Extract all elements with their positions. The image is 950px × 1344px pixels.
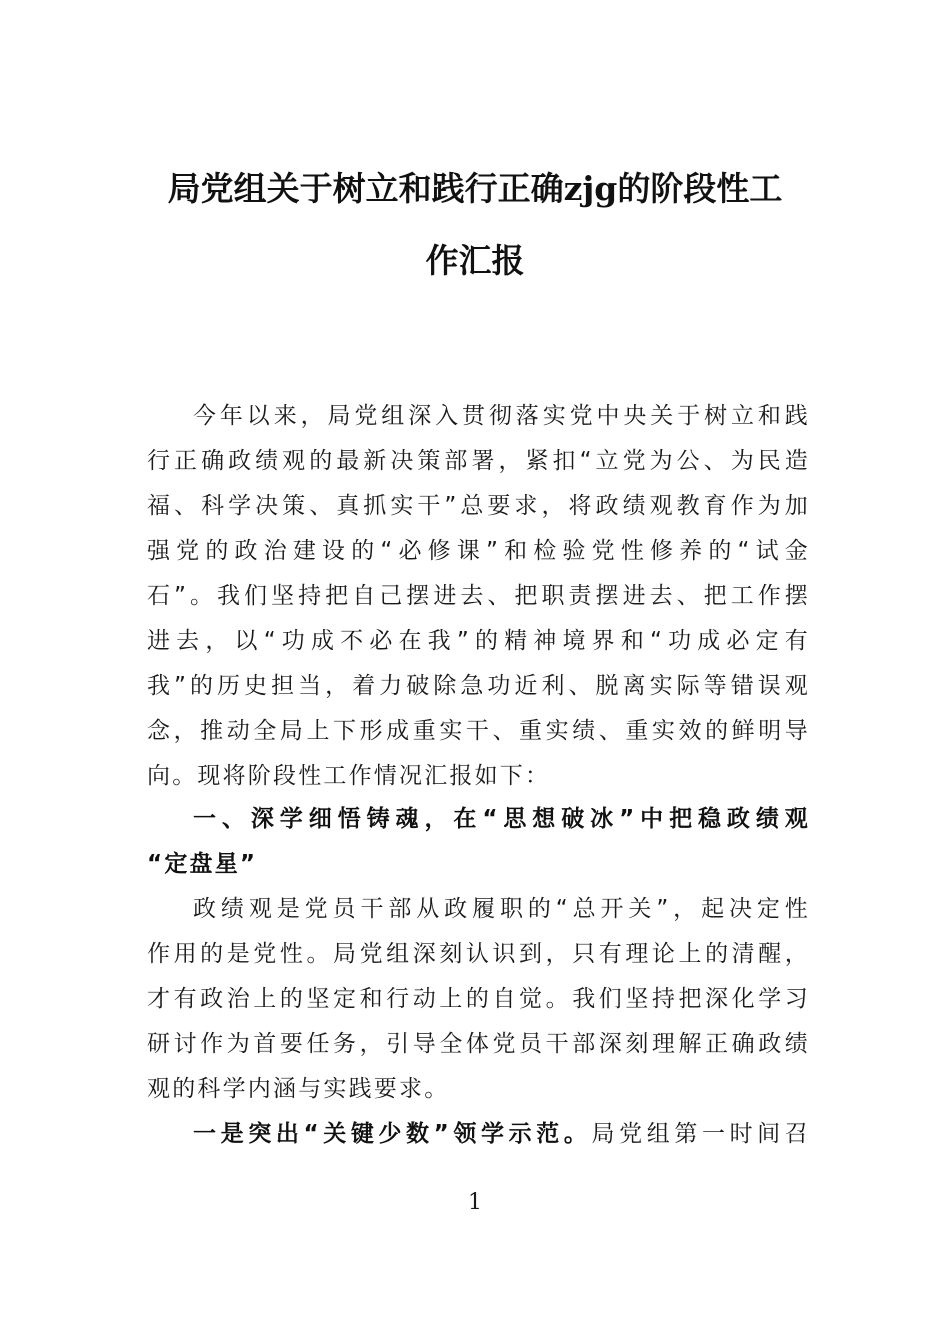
intro-line-7: 我”的历史担当，着力破除急功近利、脱离实际等错误观 [147, 673, 810, 699]
point-1-line-1 [147, 1112, 810, 1157]
intro-line-5: 石”。我们坚持把自己摆进去、把职责摆进去、把工作摆 [147, 583, 810, 609]
intro-line-4: 强党的政治建设的“必修课”和检验党性修养的“试金 [147, 538, 810, 564]
intro-paragraph [147, 394, 810, 799]
document-title-line-1: 局党组关于树立和践行正确zjg的阶段性工 [167, 169, 783, 208]
point-1-text: 局党组第一时间召 [591, 1121, 810, 1147]
section-1-line-3: 才有政治上的坚定和行动上的自觉。我们坚持把深化学习 [147, 986, 810, 1012]
intro-line-8: 念，推动全局上下形成重实干、重实绩、重实效的鲜明导 [147, 718, 810, 744]
point-1-paragraph [147, 1112, 810, 1157]
section-1-heading-line-1: 一、深学细悟铸魂，在“思想破冰”中把稳政绩观 [193, 806, 810, 832]
section-1-heading [147, 797, 810, 887]
intro-line-1: 今年以来，局党组深入贯彻落实党中央关于树立和践 [193, 403, 810, 429]
section-1-line-1: 政绩观是党员干部从政履职的“总开关”，起决定性 [193, 896, 810, 922]
intro-line-3: 福、科学决策、真抓实干”总要求，将政绩观教育作为加 [147, 493, 810, 519]
intro-line-9: 向。现将阶段性工作情况汇报如下： [147, 763, 551, 789]
section-1-paragraph [147, 887, 810, 1112]
document-title-line-2: 作汇报 [425, 241, 525, 280]
page-number: 1 [468, 1190, 482, 1215]
point-1-bold-lead: 一是突出“关键少数”领学示范。 [193, 1121, 592, 1147]
section-1-heading-line-2: “定盘星” [147, 851, 258, 877]
section-1-line-4: 研讨作为首要任务，引导全体党员干部深刻理解正确政绩 [147, 1031, 810, 1057]
section-1-line-5: 观的科学内涵与实践要求。 [147, 1076, 450, 1102]
section-1-line-2: 作用的是党性。局党组深刻认识到，只有理论上的清醒， [147, 941, 810, 967]
intro-line-2: 行正确政绩观的最新决策部署，紧扣“立党为公、为民造 [147, 448, 810, 474]
intro-line-6: 进去，以“功成不必在我”的精神境界和“功成必定有 [147, 628, 810, 654]
